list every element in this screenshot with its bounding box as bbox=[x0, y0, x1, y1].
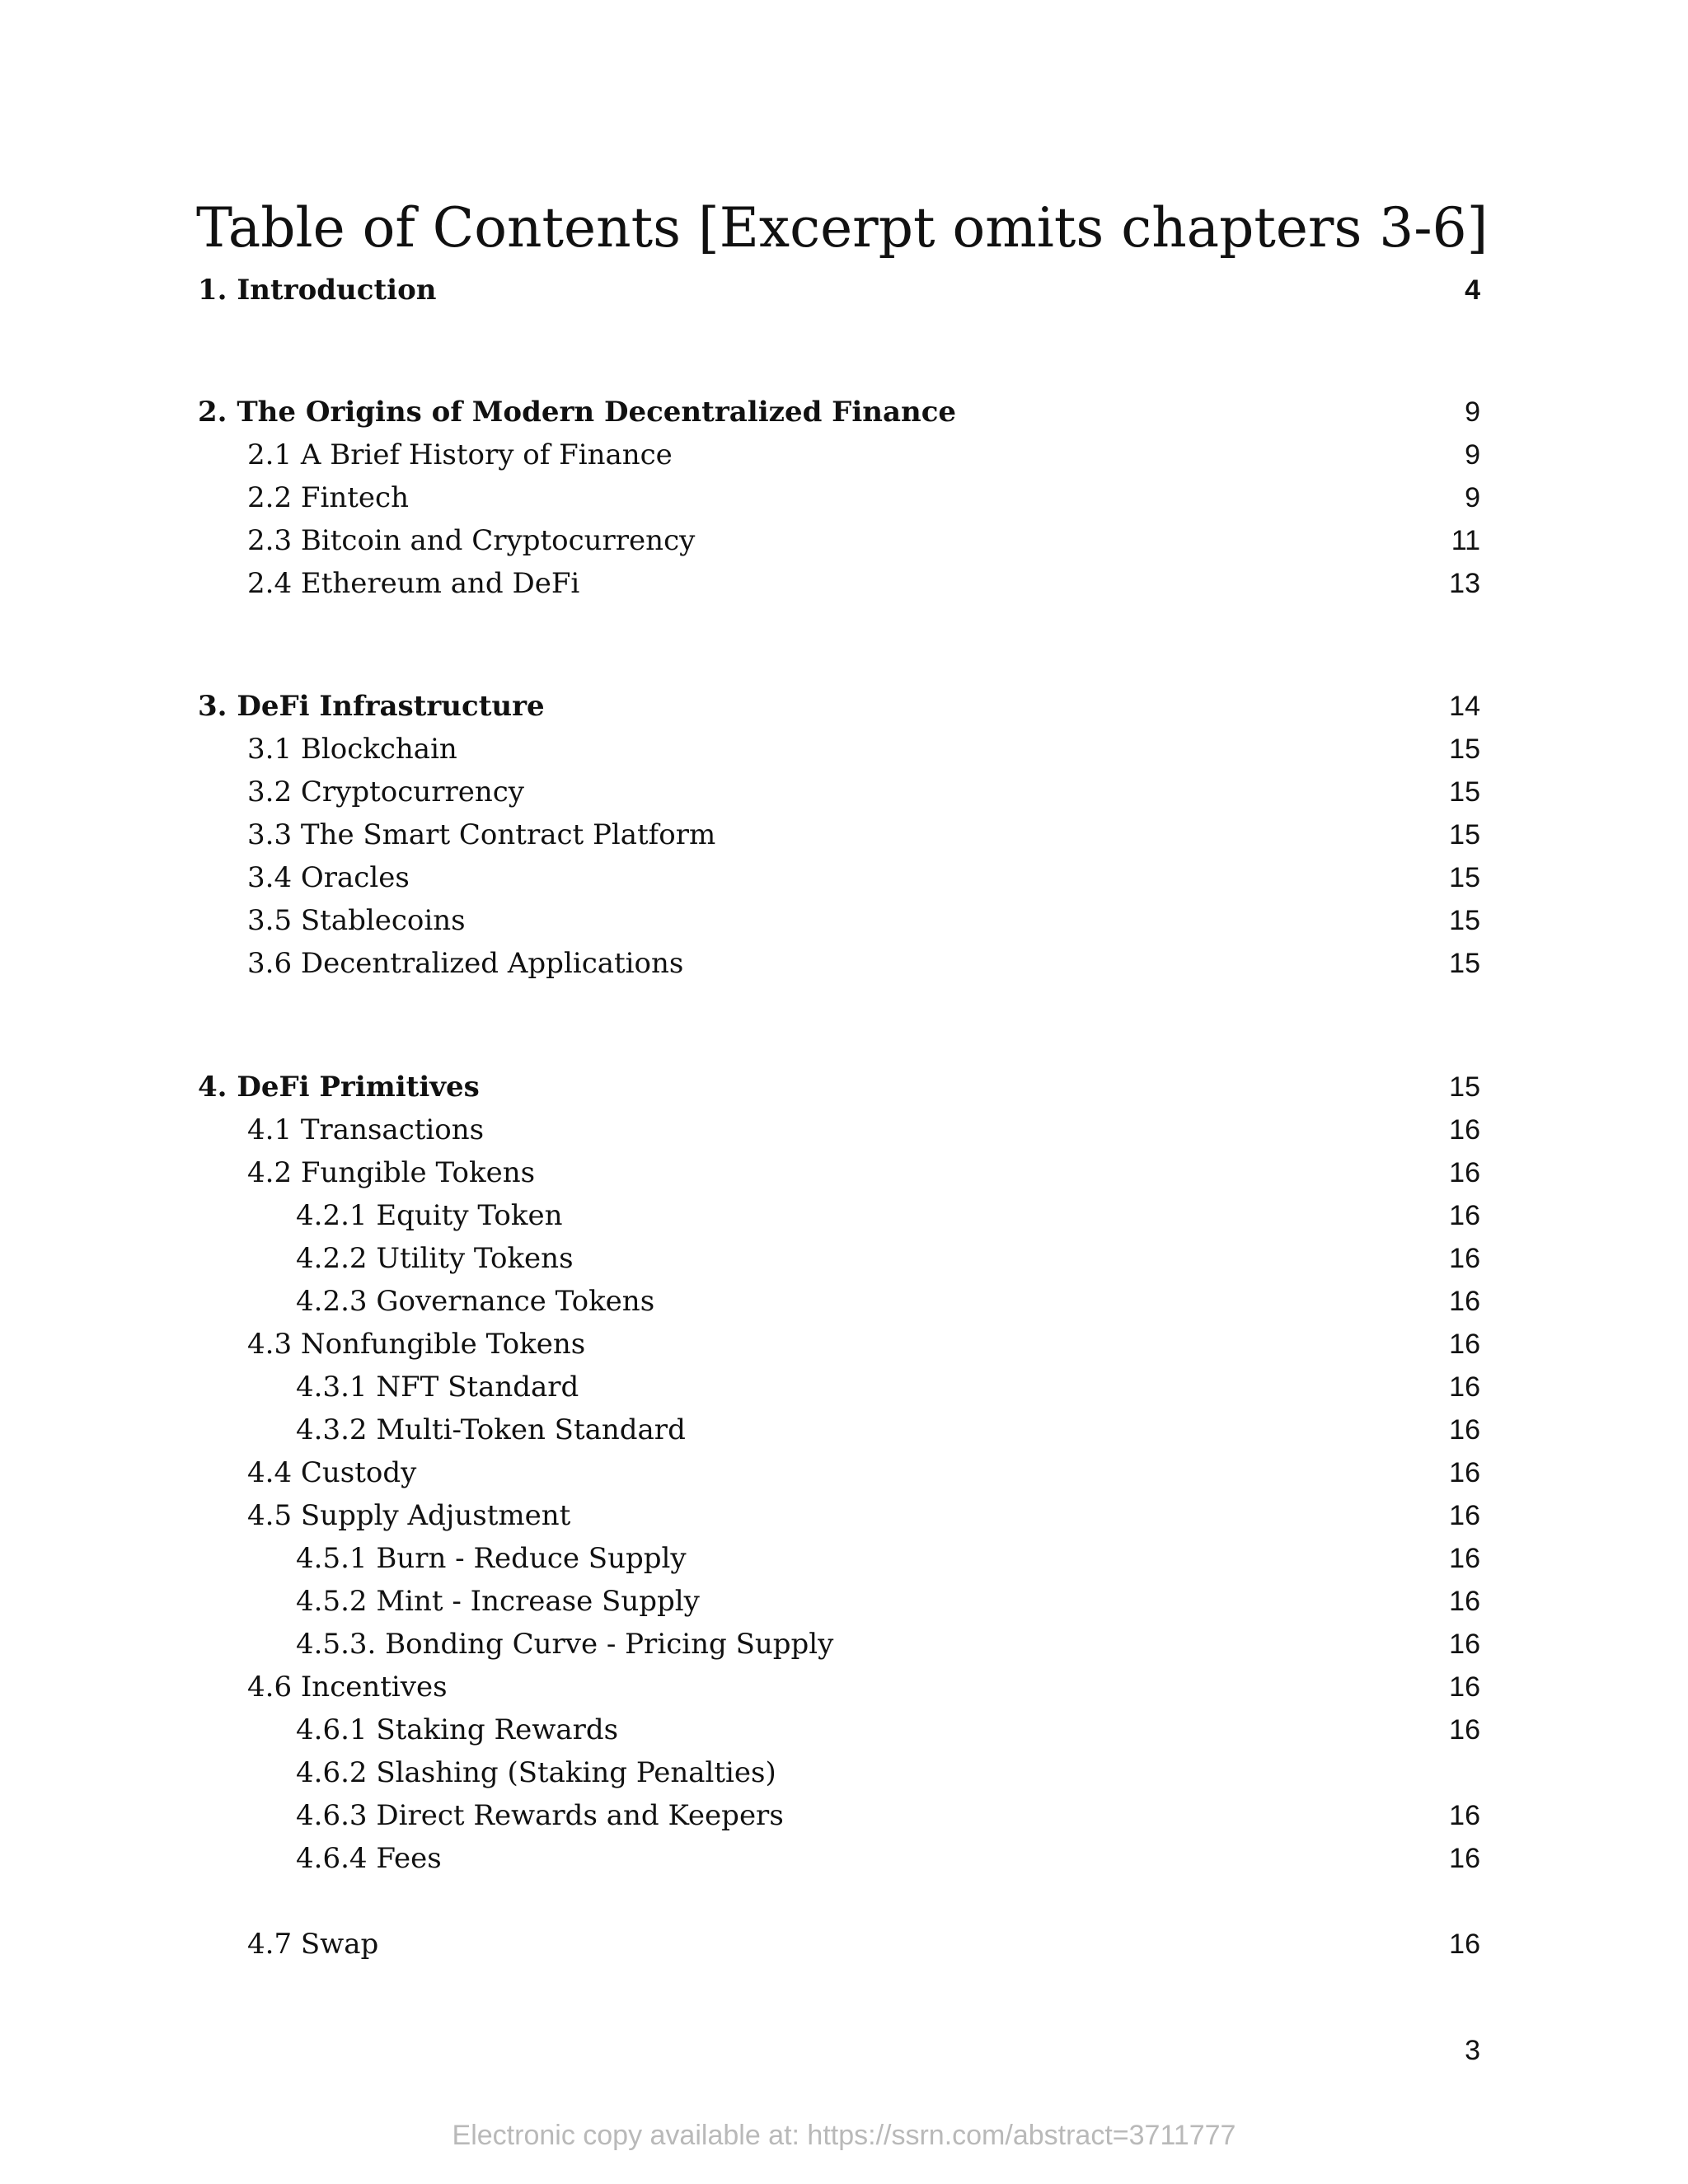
toc-entry-label: 4.2.2 Utility Tokens bbox=[296, 1242, 574, 1275]
toc-entry-label: 4.6.1 Staking Rewards bbox=[296, 1713, 619, 1746]
toc-entry-label: 4.5.3. Bonding Curve - Pricing Supply bbox=[296, 1628, 834, 1661]
toc-entry bbox=[0, 1408, 1688, 1451]
toc-entry bbox=[0, 813, 1688, 856]
toc-entry-page: 15 bbox=[1449, 1071, 1480, 1103]
toc-entry-label: 4.5.1 Burn - Reduce Supply bbox=[296, 1542, 687, 1575]
toc-entry bbox=[0, 434, 1688, 476]
toc-entry-page: 16 bbox=[1449, 1714, 1480, 1746]
toc-entry-page: 15 bbox=[1449, 862, 1480, 893]
toc-entry bbox=[0, 1066, 1688, 1108]
toc-entry-page: 16 bbox=[1449, 1114, 1480, 1146]
toc-entry bbox=[0, 1237, 1688, 1280]
toc-entry bbox=[0, 1837, 1688, 1880]
toc-entry-page: 16 bbox=[1449, 1243, 1480, 1274]
toc-entry bbox=[0, 1666, 1688, 1708]
toc-entry bbox=[0, 1280, 1688, 1323]
toc-entry-label: 1. Introduction bbox=[198, 274, 437, 307]
toc-entry-page: 16 bbox=[1449, 1329, 1480, 1360]
toc-entry-page: 16 bbox=[1449, 1929, 1480, 1960]
toc-entry-page: 16 bbox=[1449, 1500, 1480, 1531]
toc-entry-page: 16 bbox=[1449, 1157, 1480, 1188]
toc-entry-label: 4.6.4 Fees bbox=[296, 1842, 442, 1875]
toc-entry-page: 16 bbox=[1449, 1671, 1480, 1703]
toc-entry bbox=[0, 1623, 1688, 1666]
toc-entry bbox=[0, 856, 1688, 899]
toc-entry-label: 4.2.3 Governance Tokens bbox=[296, 1285, 655, 1318]
toc-entry bbox=[0, 728, 1688, 771]
toc-entry-page: 16 bbox=[1449, 1457, 1480, 1488]
toc-entry-page: 4 bbox=[1465, 274, 1480, 306]
toc-entry-page: 9 bbox=[1465, 439, 1480, 471]
toc-entry bbox=[0, 1794, 1688, 1837]
toc-entry-label: 3.1 Blockchain bbox=[247, 733, 457, 766]
toc-entry-label: 4.5.2 Mint - Increase Supply bbox=[296, 1585, 700, 1618]
toc-entry-label: 4.2 Fungible Tokens bbox=[247, 1156, 536, 1189]
toc-entry-page: 16 bbox=[1449, 1586, 1480, 1617]
toc-entry-label: 2.1 A Brief History of Finance bbox=[247, 438, 673, 471]
toc-entry bbox=[0, 1708, 1688, 1751]
toc-entry-label: 2.3 Bitcoin and Cryptocurrency bbox=[247, 524, 696, 557]
toc-entry-label: 4. DeFi Primitives bbox=[198, 1071, 480, 1104]
toc-entry bbox=[0, 1323, 1688, 1366]
toc-entry-page: 9 bbox=[1465, 482, 1480, 513]
toc-entry bbox=[0, 899, 1688, 942]
toc-entry-label: 3.6 Decentralized Applications bbox=[247, 947, 684, 980]
toc-entry bbox=[0, 1451, 1688, 1494]
toc-entry bbox=[0, 685, 1688, 728]
toc-entry-label: 2. The Origins of Modern Decentralized Finance bbox=[198, 396, 957, 429]
toc-entry-label: 2.2 Fintech bbox=[247, 481, 409, 514]
toc-entry-page: 11 bbox=[1451, 525, 1480, 556]
toc-entry-label: 3.3 The Smart Contract Platform bbox=[247, 818, 716, 851]
toc-entry-page: 16 bbox=[1449, 1200, 1480, 1231]
toc-entry-page: 16 bbox=[1449, 1286, 1480, 1317]
toc-entry-page: 14 bbox=[1449, 691, 1480, 722]
toc-entry-label: 3.2 Cryptocurrency bbox=[247, 776, 524, 808]
toc-entry-label: 4.3.1 NFT Standard bbox=[296, 1371, 579, 1404]
toc-title: Table of Contents [Excerpt omits chapters 3-6] bbox=[196, 196, 1489, 260]
toc-entry-label: 3.4 Oracles bbox=[247, 861, 410, 894]
toc-entry bbox=[0, 1194, 1688, 1237]
toc-entry bbox=[0, 391, 1688, 434]
toc-entry bbox=[0, 1751, 1688, 1794]
toc-entry-page: 16 bbox=[1449, 1543, 1480, 1574]
toc-entry-label: 4.5 Supply Adjustment bbox=[247, 1499, 571, 1532]
toc-entry-label: 4.6 Incentives bbox=[247, 1671, 448, 1704]
toc-entry bbox=[0, 942, 1688, 985]
toc-entry-label: 4.6.2 Slashing (Staking Penalties) bbox=[296, 1756, 776, 1789]
toc-entry-label: 4.3 Nonfungible Tokens bbox=[247, 1328, 586, 1361]
toc-entry-page: 16 bbox=[1449, 1843, 1480, 1874]
toc-entry-label: 4.4 Custody bbox=[247, 1456, 417, 1489]
toc-entry-label: 2.4 Ethereum and DeFi bbox=[247, 567, 580, 600]
toc-entry bbox=[0, 269, 1688, 312]
toc-entry bbox=[0, 1537, 1688, 1580]
toc-entry bbox=[0, 1366, 1688, 1408]
toc-entry bbox=[0, 1151, 1688, 1194]
toc-entry-page: 15 bbox=[1449, 948, 1480, 979]
toc-entry bbox=[0, 562, 1688, 605]
toc-entry bbox=[0, 1923, 1688, 1966]
toc-entry-label: 4.3.2 Multi-Token Standard bbox=[296, 1413, 686, 1446]
toc-entry-page: 16 bbox=[1449, 1629, 1480, 1660]
toc-entry-page: 9 bbox=[1465, 396, 1480, 428]
toc-entry-page: 16 bbox=[1449, 1414, 1480, 1446]
toc-entry-page: 15 bbox=[1449, 819, 1480, 851]
page-number: 3 bbox=[1465, 2035, 1480, 2066]
toc-entry-page: 15 bbox=[1449, 776, 1480, 808]
toc-entry-label: 4.6.3 Direct Rewards and Keepers bbox=[296, 1799, 784, 1832]
toc-entry-page: 16 bbox=[1449, 1371, 1480, 1403]
toc-entry bbox=[0, 476, 1688, 519]
toc-entry bbox=[0, 519, 1688, 562]
toc-entry bbox=[0, 771, 1688, 813]
toc-entry-page: 13 bbox=[1449, 568, 1480, 599]
toc-entry-label: 3.5 Stablecoins bbox=[247, 904, 466, 937]
toc-entry bbox=[0, 1494, 1688, 1537]
toc-entry-page: 16 bbox=[1449, 1800, 1480, 1831]
toc-entry-label: 4.1 Transactions bbox=[247, 1113, 485, 1146]
toc-entry-label: 4.2.1 Equity Token bbox=[296, 1199, 563, 1232]
toc-entry bbox=[0, 1580, 1688, 1623]
toc-entry-page: 15 bbox=[1449, 905, 1480, 936]
ssrn-footer-note: Electronic copy available at: https://ssrn.com/abstract=3711777 bbox=[452, 2120, 1236, 2151]
toc-entry bbox=[0, 1108, 1688, 1151]
toc-entry-label: 3. DeFi Infrastructure bbox=[198, 690, 545, 723]
toc-entry-label: 4.7 Swap bbox=[247, 1928, 379, 1961]
toc-entry-page: 15 bbox=[1449, 733, 1480, 765]
